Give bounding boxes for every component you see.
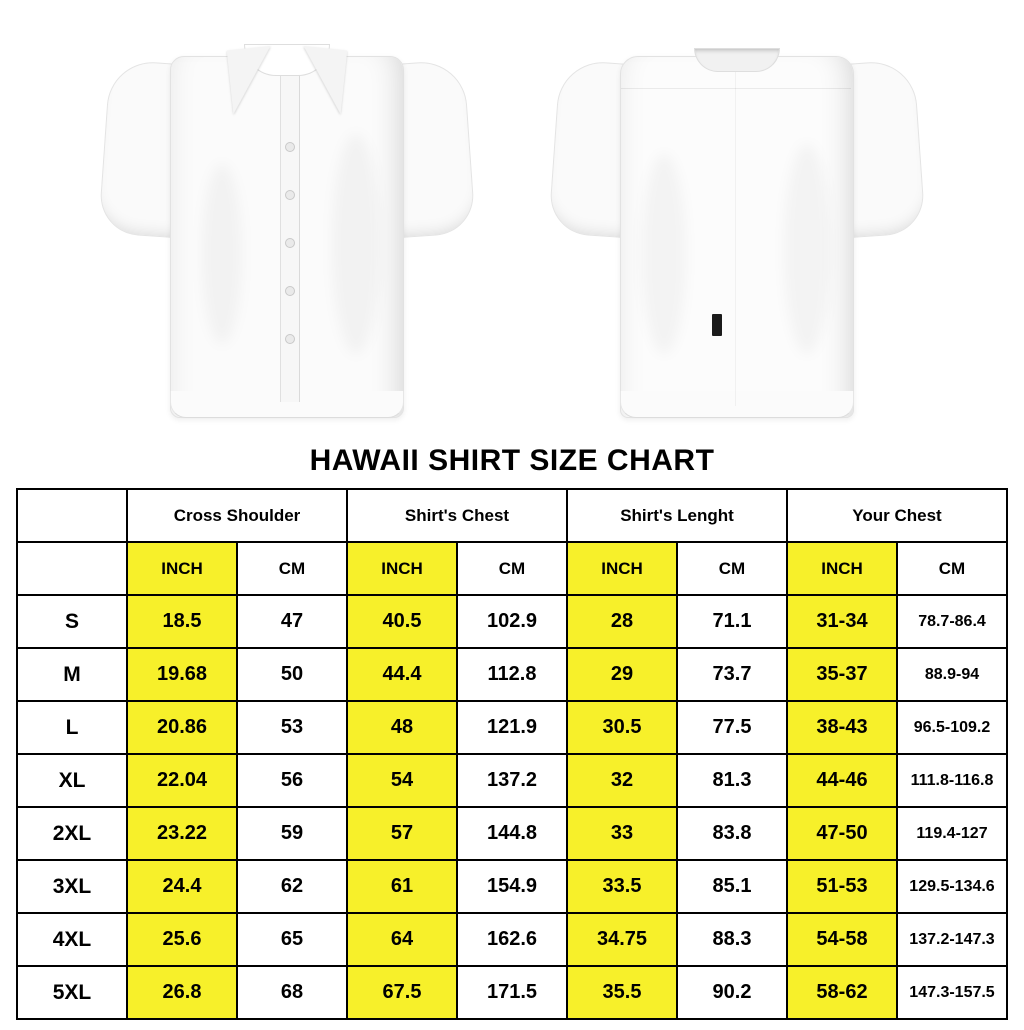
cell-cross-shoulder-inch: 24.4 — [127, 860, 237, 913]
cell-your-chest-cm: 78.7-86.4 — [897, 595, 1007, 648]
fold-shade — [784, 144, 830, 354]
cell-length-inch: 33 — [567, 807, 677, 860]
unit-corner-cell — [17, 542, 127, 595]
cell-length-cm: 77.5 — [677, 701, 787, 754]
table-row — [17, 701, 1007, 754]
cell-your-chest-inch: 44-46 — [787, 754, 897, 807]
cell-your-chest-cm: 147.3-157.5 — [897, 966, 1007, 1019]
cell-chest-cm: 144.8 — [457, 807, 567, 860]
row-size-label: S — [17, 595, 127, 648]
cell-cross-shoulder-inch: 25.6 — [127, 913, 237, 966]
shirt-button — [285, 190, 295, 200]
cell-cross-shoulder-inch: 26.8 — [127, 966, 237, 1019]
cell-your-chest-cm: 96.5-109.2 — [897, 701, 1007, 754]
group-header-your-chest: Your Chest — [787, 489, 1007, 542]
cell-length-inch: 30.5 — [567, 701, 677, 754]
shirt-center-back-seam — [735, 66, 736, 406]
cell-length-cm: 71.1 — [677, 595, 787, 648]
cell-chest-inch: 48 — [347, 701, 457, 754]
table-row — [17, 648, 1007, 701]
row-size-label: M — [17, 648, 127, 701]
cell-chest-cm: 171.5 — [457, 966, 567, 1019]
group-header-shirts-length: Shirt's Lenght — [567, 489, 787, 542]
cell-cross-shoulder-cm: 65 — [237, 913, 347, 966]
cell-your-chest-inch: 38-43 — [787, 701, 897, 754]
unit-header-inch-1: INCH — [127, 542, 237, 595]
cell-your-chest-inch: 58-62 — [787, 966, 897, 1019]
cell-your-chest-inch: 47-50 — [787, 807, 897, 860]
cell-length-inch: 35.5 — [567, 966, 677, 1019]
row-size-label: L — [17, 701, 127, 754]
cell-your-chest-inch: 35-37 — [787, 648, 897, 701]
group-header-cross-shoulder: Cross Shoulder — [127, 489, 347, 542]
cell-your-chest-cm: 119.4-127 — [897, 807, 1007, 860]
collar-left — [227, 46, 277, 114]
cell-length-inch: 32 — [567, 754, 677, 807]
unit-header-inch-3: INCH — [567, 542, 677, 595]
group-header-shirts-chest: Shirt's Chest — [347, 489, 567, 542]
shirt-yoke-seam — [621, 88, 851, 89]
cell-your-chest-cm: 111.8-116.8 — [897, 754, 1007, 807]
unit-header-inch-4: INCH — [787, 542, 897, 595]
cell-chest-inch: 57 — [347, 807, 457, 860]
corner-cell — [17, 489, 127, 542]
shirt-button — [285, 238, 295, 248]
shirt-front-image — [122, 14, 452, 444]
cell-your-chest-cm: 88.9-94 — [897, 648, 1007, 701]
cell-cross-shoulder-cm: 62 — [237, 860, 347, 913]
cell-chest-cm: 112.8 — [457, 648, 567, 701]
cell-length-cm: 81.3 — [677, 754, 787, 807]
cell-cross-shoulder-cm: 47 — [237, 595, 347, 648]
fold-shade — [642, 154, 686, 354]
size-chart-table — [16, 488, 1008, 1020]
table-group-header-row — [17, 489, 1007, 542]
cell-length-cm: 83.8 — [677, 807, 787, 860]
cell-cross-shoulder-cm: 56 — [237, 754, 347, 807]
cell-chest-cm: 137.2 — [457, 754, 567, 807]
table-row — [17, 595, 1007, 648]
shirt-placket — [280, 70, 300, 402]
cell-length-inch: 34.75 — [567, 913, 677, 966]
shirt-neckline-back — [694, 48, 780, 72]
cell-cross-shoulder-inch: 22.04 — [127, 754, 237, 807]
cell-chest-inch: 67.5 — [347, 966, 457, 1019]
cell-cross-shoulder-cm: 68 — [237, 966, 347, 1019]
fold-shade — [332, 134, 380, 354]
shirt-hem-back — [620, 391, 854, 418]
cell-chest-inch: 61 — [347, 860, 457, 913]
size-table-container — [0, 488, 1024, 1030]
cell-cross-shoulder-inch: 18.5 — [127, 595, 237, 648]
cell-length-inch: 29 — [567, 648, 677, 701]
cell-chest-inch: 64 — [347, 913, 457, 966]
shirt-button — [285, 334, 295, 344]
cell-your-chest-cm: 137.2-147.3 — [897, 913, 1007, 966]
unit-header-cm-1: CM — [237, 542, 347, 595]
table-row — [17, 860, 1007, 913]
cell-chest-cm: 102.9 — [457, 595, 567, 648]
cell-chest-cm: 154.9 — [457, 860, 567, 913]
row-size-label: XL — [17, 754, 127, 807]
shirt-button — [285, 286, 295, 296]
cell-length-inch: 33.5 — [567, 860, 677, 913]
unit-header-cm-4: CM — [897, 542, 1007, 595]
shirt-back-image — [572, 14, 902, 444]
cell-cross-shoulder-cm: 53 — [237, 701, 347, 754]
cell-cross-shoulder-inch: 19.68 — [127, 648, 237, 701]
cell-length-cm: 73.7 — [677, 648, 787, 701]
cell-length-inch: 28 — [567, 595, 677, 648]
cell-cross-shoulder-cm: 59 — [237, 807, 347, 860]
row-size-label: 5XL — [17, 966, 127, 1019]
cell-cross-shoulder-cm: 50 — [237, 648, 347, 701]
unit-header-cm-2: CM — [457, 542, 567, 595]
cell-chest-inch: 40.5 — [347, 595, 457, 648]
cell-length-cm: 90.2 — [677, 966, 787, 1019]
cell-chest-inch: 54 — [347, 754, 457, 807]
cell-chest-cm: 121.9 — [457, 701, 567, 754]
cell-your-chest-cm: 129.5-134.6 — [897, 860, 1007, 913]
row-size-label: 3XL — [17, 860, 127, 913]
unit-header-cm-3: CM — [677, 542, 787, 595]
cell-chest-cm: 162.6 — [457, 913, 567, 966]
shirt-hem-tag — [712, 314, 722, 336]
cell-length-cm: 88.3 — [677, 913, 787, 966]
table-row — [17, 913, 1007, 966]
cell-your-chest-inch: 31-34 — [787, 595, 897, 648]
row-size-label: 2XL — [17, 807, 127, 860]
cell-your-chest-inch: 51-53 — [787, 860, 897, 913]
shirt-illustrations — [0, 0, 1024, 444]
cell-cross-shoulder-inch: 23.22 — [127, 807, 237, 860]
cell-chest-inch: 44.4 — [347, 648, 457, 701]
unit-header-inch-2: INCH — [347, 542, 457, 595]
row-size-label: 4XL — [17, 913, 127, 966]
shirt-button — [285, 142, 295, 152]
page-title: HAWAII SHIRT SIZE CHART — [309, 444, 715, 477]
table-row — [17, 807, 1007, 860]
fold-shade — [202, 164, 242, 344]
cell-length-cm: 85.1 — [677, 860, 787, 913]
collar-right — [297, 46, 347, 114]
table-row — [17, 754, 1007, 807]
cell-cross-shoulder-inch: 20.86 — [127, 701, 237, 754]
cell-your-chest-inch: 54-58 — [787, 913, 897, 966]
table-row — [17, 966, 1007, 1019]
table-unit-header-row — [17, 542, 1007, 595]
